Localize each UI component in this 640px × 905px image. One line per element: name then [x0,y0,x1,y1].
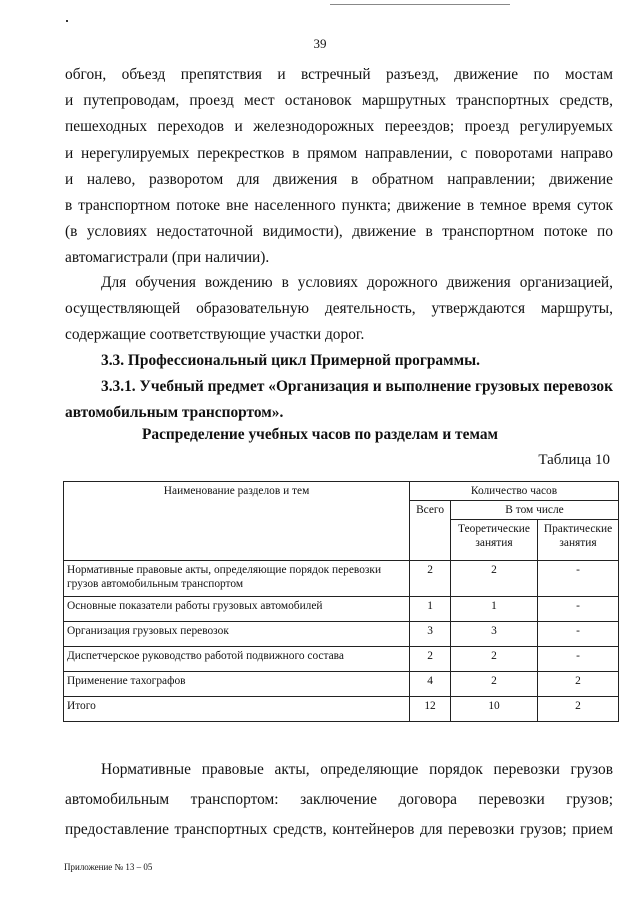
section-heading-3-3: 3.3. Профессиональный цикл Примерной программы. [101,352,480,369]
row-total: 3 [410,622,451,647]
text-line: Нормативные правовые акты, определяющие порядок перевозки грузов [101,761,613,778]
header-name: Наименование разделов и тем [64,482,410,561]
text-line: предоставление транспортных средств, контейнеров для перевозки грузов; прием [65,821,613,838]
row-theory: 1 [451,597,538,622]
row-total: 12 [410,697,451,722]
text-line: обгон, объезд препятствия и встречный разъезд, движение по мостам [65,66,613,83]
row-theory: 2 [451,647,538,672]
text-line: автомагистрали (при наличии). [65,249,270,267]
row-name: Применение тахографов [64,672,410,697]
text-line: и нерегулируемых перекрестков в прямом направлении, с поворотами направо [65,144,613,162]
text-line: пешеходных переходов и железнодорожных переездов; проезд регулируемых [65,118,613,136]
table-row-total [64,697,619,722]
row-total: 4 [410,672,451,697]
row-practice: - [538,622,619,647]
row-theory: 3 [451,622,538,647]
row-practice: 2 [538,672,619,697]
paragraph-routes [65,270,613,349]
page-number: 39 [313,36,327,51]
section-heading-3-3-1 [65,374,613,426]
row-practice: - [538,561,619,597]
row-name: Итого [64,697,410,722]
row-total: 2 [410,561,451,597]
table-row [64,672,619,697]
text-line: 3.3.1. Учебный предмет «Организация и выполнение грузовых перевозок [101,378,613,395]
table-row [64,622,619,647]
text-line: в транспортном потоке вне населенного пункта; движение в темное время суток [65,197,613,215]
row-practice: - [538,597,619,622]
table-row [64,647,619,672]
hours-table [63,481,619,722]
row-name: Организация грузовых перевозок [64,622,410,647]
table-caption: Распределение учебных часов по разделам и темам [142,426,498,443]
text-line: (в условиях недостаточной видимости), движение в транспортном потоке по [65,223,613,241]
row-theory: 2 [451,672,538,697]
text-line: осуществляющей образовательную деятельность, утверждаются маршруты, [65,300,613,318]
text-line: и путепроводам, проезд мест остановок маршрутных транспортных средств, [65,92,613,110]
row-practice: 2 [538,697,619,722]
table-label: Таблица 10 [538,452,610,468]
paragraph-legal-acts [65,755,613,845]
row-name: Основные показатели работы грузовых автомобилей [64,597,410,622]
paragraph-driving-exercises [65,62,613,272]
header-total: Всего [410,501,451,561]
header-hours: Количество часов [410,482,619,501]
row-theory: 10 [451,697,538,722]
header-practice: Практические занятия [538,520,619,561]
table-row [64,597,619,622]
text-line: автомобильным транспортом: заключение договора перевозки грузов; [65,791,613,808]
row-practice: - [538,647,619,672]
text-line: Для обучения вождению в условиях дорожного движения организацией, [101,274,613,291]
row-name: Диспетчерское руководство работой подвижного состава [64,647,410,672]
text-line: содержащие соответствующие участки дорог. [65,326,365,344]
footer-annex-note: Приложение № 13 – 05 [64,862,153,872]
row-name: Нормативные правовые акты, определяющие порядок перевозки грузов автомобильным транспортом [64,561,410,597]
scan-mark [66,20,68,22]
row-total: 2 [410,647,451,672]
text-line: автомобильным транспортом». [65,404,284,422]
header-theory: Теоретические занятия [451,520,538,561]
top-rule [330,4,510,5]
header-including: В том числе [451,501,619,520]
text-line: и налево, разворотом для движения в обратном направлении; движение [65,170,613,188]
table-row [64,561,619,597]
row-total: 1 [410,597,451,622]
row-theory: 2 [451,561,538,597]
